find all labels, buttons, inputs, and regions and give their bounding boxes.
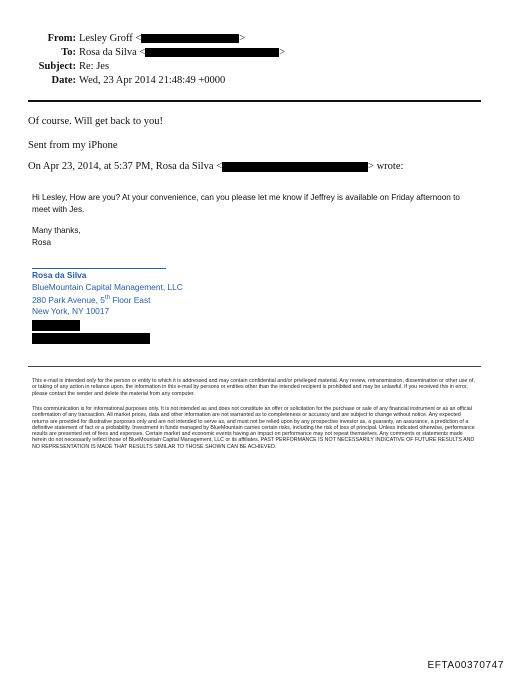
signature-block (32, 270, 183, 344)
signature-divider (32, 268, 166, 269)
redaction-block (32, 320, 80, 331)
from-label: From: (47, 33, 76, 44)
quoted-signoff: Rosa (32, 237, 52, 247)
quoted-thanks: Many thanks, (32, 226, 81, 235)
document-id: EFTA00370747 (427, 660, 504, 671)
signature-name: Rosa da Silva (32, 270, 87, 280)
disclaimer-divider (28, 366, 481, 367)
to-label: To: (61, 47, 76, 58)
date-value: Wed, 23 Apr 2014 21:48:49 +0000 (79, 75, 226, 86)
date-label: Date: (51, 75, 76, 86)
from-value: Lesley Groff < > (79, 33, 246, 44)
subject-label: Subject: (38, 61, 76, 72)
reply-text: Of course. Will get back to you! (28, 116, 163, 127)
redaction-block (141, 34, 239, 43)
signature-company: BlueMountain Capital Management, LLC (32, 281, 183, 292)
subject-value: Re: Jes (79, 61, 110, 72)
redaction-block (145, 48, 279, 57)
quoted-message (32, 192, 480, 248)
quoted-paragraph: Hi Lesley, How are you? At your convenience, can you please let me know if Jeffrey is available on Friday afternoon to meet with Jes. (32, 193, 460, 214)
header-divider (28, 100, 481, 102)
sent-from-text: Sent from my iPhone (28, 140, 118, 151)
redaction-block (222, 162, 368, 172)
redaction-block (32, 333, 150, 344)
signature-address1: 280 Park Avenue, 5th Floor East (32, 294, 151, 305)
disclaimer-paragraph-2: This communication is for informational purposes only. It is not intended as and does not constitute an offer or solicitation for the purchase or sale of any financial instrument or as an official confirmation of any transaction. All market prices, data and other information are not warranted as to completeness or accuracy and are subject to change without notice. Any expected returns are provided for illustrative purposes only and are not intended to serve as, and must not be relied upon by any prospective investor as, a guaranty, an assurance, a prediction of a definitive statement of fact or a probability. Investment in funds managed by BlueMountain carries certain risks, including the risk of loss of principal. Unless indicated otherwise, performance results are presented net of fees and expenses. Certain market and economic events having an impact on performance may not repeat themselves. Any comments or statements made herein do not necessarily reflect those of BlueMountain Capital Management, LLC or its affiliates. PAST PERFORMANCE IS NOT NECESSARILY INDICATIVE OF FUTURE RESULTS AND NO REPRESENTATION IS MADE THAT RESULTS SIMILAR TO THOSE SHOWN CAN BE ACHIEVED. (32, 406, 475, 450)
to-value: Rosa da Silva < > (79, 47, 286, 58)
quote-intro: On Apr 23, 2014, at 5:37 PM, Rosa da Silva < > wrote: (28, 161, 404, 172)
signature-address2: New York, NY 10017 (32, 306, 110, 317)
redaction-row (32, 332, 183, 344)
disclaimer-paragraph-1: This e-mail is intended only for the person or entity to which it is addressed and may contain confidential and/or privileged material. Any review, retransmission, dissemination or other use of, or taking of any action in reliance upon, the information in this e-mail by persons or entities other than the intended recipient is prohibited and may be unlawful. If you received this in error, please contact the sender and delete the material from any computer. (32, 378, 475, 397)
redaction-row (32, 320, 183, 332)
